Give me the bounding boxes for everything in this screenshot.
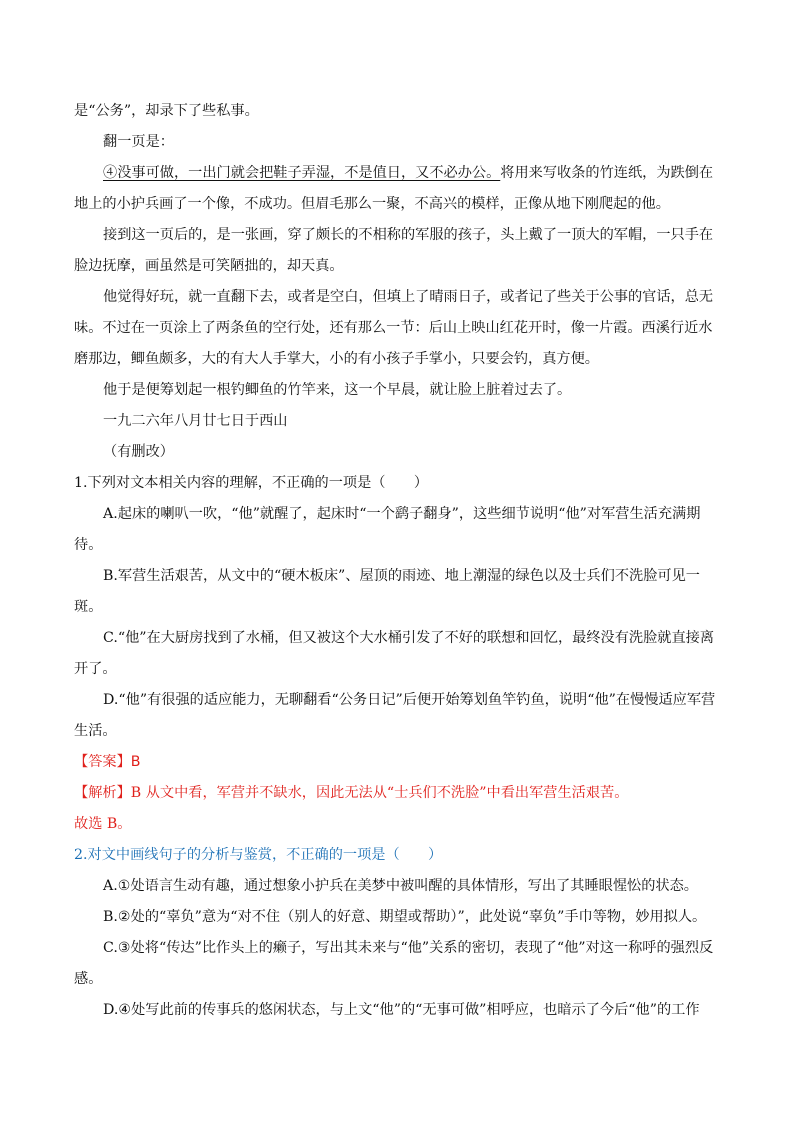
analysis-text: B 从文中看，军营并不缺水，因此无法从“士兵们不洗脸”中看出军营生活艰苦。 bbox=[130, 785, 629, 801]
passage-paragraph-5: 他觉得好玩，就一直翻下去，或者是空白，但填上了晴雨日子，或者记了些关于公事的官话，总无味。不过在一页涂上了两条鱼的空行处，还有那么一节：后山上映山红花开时，像一片霞。西溪行近水磨那边，鲫鱼颇多，大的有大人手掌大，小的有小孩子手掌小，只要会钓，真方便。 bbox=[74, 289, 714, 367]
passage-paragraph-6: 他于是便筹划起一根钓鲫鱼的竹竿来，这一个早晨，就让脸上脏着过去了。 bbox=[103, 382, 572, 398]
question-1-conclusion: 故选 B。 bbox=[74, 816, 132, 832]
question-2-option-c: C.③处将“传达”比作头上的癞子，写出其未来与“他”关系的密切，表现了“他”对这一称呼的强烈反感。 bbox=[74, 940, 714, 987]
question-2-option-b: B.②处的“辜负”意为“对不住（别人的好意、期望或帮助）”，此处说“辜负”手巾等物，妙用拟人。 bbox=[103, 909, 707, 925]
answer-value: B bbox=[130, 754, 141, 770]
question-2-stem: 2.对文中画线句子的分析与鉴赏，不正确的一项是（ ） bbox=[74, 847, 443, 863]
underlined-sentence-4: ④没事可做，一出门就会把鞋子弄湿，不是值日，又不必办公。 bbox=[103, 165, 501, 181]
passage-paragraph-3-rest: 将用来写收条的竹连纸，为跌倒在地上的小护兵画了一个像，不成功。但眉毛那么一聚，不高兴的模样，正像从地下刚爬起的他。 bbox=[74, 165, 714, 212]
document-page bbox=[74, 96, 724, 1026]
question-1-stem: 1.下列对文本相关内容的理解，不正确的一项是（ ） bbox=[74, 475, 429, 491]
question-2-option-d: D.④处写此前的传事兵的悠闲状态，与上文“他”的“无事可做”相呼应，也暗示了今后“他”的工作 bbox=[103, 1002, 700, 1018]
passage-source-note: （有删改） bbox=[103, 444, 174, 460]
passage-paragraph-4: 接到这一页后的，是一张画，穿了颇长的不相称的军服的孩子，头上戴了一顶大的军帽，一只手在脸边抚摩，画虽然是可笑陋拙的，却天真。 bbox=[74, 227, 714, 274]
passage-line-1: 是“公务”，却录下了些私事。 bbox=[74, 103, 259, 119]
passage-line-2: 翻一页是： bbox=[103, 134, 174, 150]
question-2-option-a: A.①处语言生动有趣，通过想象小护兵在美梦中被叫醒的具体情形，写出了其睡眼惺忪的状态。 bbox=[103, 878, 698, 894]
question-1-analysis bbox=[74, 778, 724, 809]
question-1-option-c: C.“他”在大厨房找到了水桶，但又被这个大水桶引发了不好的联想和回忆，最终没有洗脸就直接离开了。 bbox=[74, 630, 715, 677]
analysis-label: 【解析】 bbox=[74, 785, 131, 801]
passage-date: 一九二六年八月廿七日于西山 bbox=[103, 413, 288, 429]
question-1-answer bbox=[74, 747, 724, 778]
question-1-option-b: B.军营生活艰苦，从文中的“硬木板床”、屋顶的雨迹、地上潮湿的绿色以及士兵们不洗脸可见一斑。 bbox=[74, 568, 700, 615]
answer-label: 【答案】 bbox=[74, 754, 131, 770]
question-1-option-d: D.“他”有很强的适应能力，无聊翻看“公务日记”后便开始筹划鱼竿钓鱼，说明“他”在慢慢适应军营生活。 bbox=[74, 692, 716, 739]
passage-paragraph-3 bbox=[74, 158, 724, 220]
question-1-option-a: A.起床的喇叭一吹，“他”就醒了，起床时“一个鹞子翻身”，这些细节说明“他”对军营生活充满期待。 bbox=[74, 506, 701, 553]
